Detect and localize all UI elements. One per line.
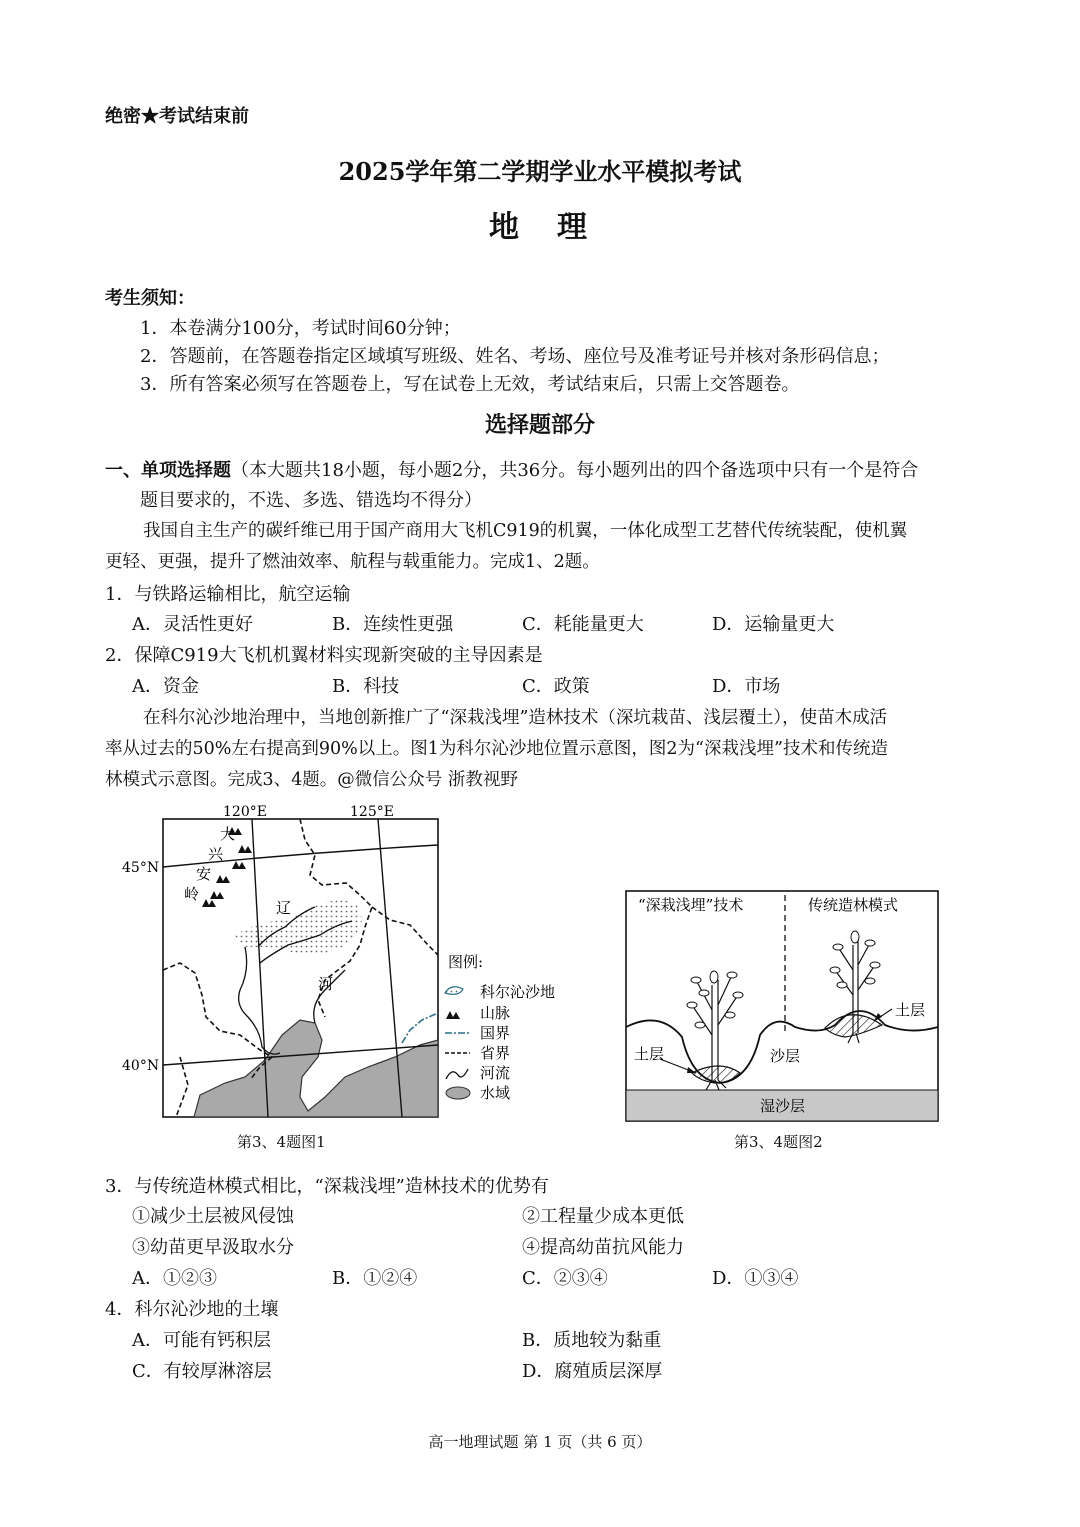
national-boundary: [402, 1013, 438, 1043]
legend-item: 河流: [480, 1064, 511, 1082]
lon-label-120e: 120°E: [223, 804, 267, 820]
option-c[interactable]: C．有较厚淋溶层: [132, 1361, 272, 1382]
confidential-label: 绝密★考试结束前: [105, 106, 249, 127]
question-stem: 1．与铁路运输相比，航空运输: [105, 584, 351, 605]
legend-item: 科尔沁沙地: [480, 983, 556, 1001]
left-title: “深栽浅埋”技术: [638, 896, 744, 914]
option-b[interactable]: B．科技: [332, 676, 400, 697]
material-text: 我国自主生产的碳纤维已用于国产商用大飞机C919的机翼，一体化成型工艺替代传统装配，使机翼: [143, 521, 908, 541]
part-description: （本大题共18小题，每小题2分，共36分。每小题列出的四个备选项中只有一个是符合: [231, 460, 919, 481]
figure1-map: [110, 795, 590, 1125]
soil-label-left: 土层: [634, 1045, 665, 1063]
option-b[interactable]: B．质地较为黏重: [522, 1330, 662, 1351]
river-label: 河: [318, 975, 334, 993]
legend-title: 图例:: [448, 953, 484, 971]
material-text: 率从过去的50%左右提高到90%以上。图1为科尔沁沙地位置示意图，图2为“深栽浅埋”技术和传统造: [105, 739, 888, 759]
figure2-caption: 第3、4题图2: [734, 1133, 823, 1151]
soil-label-right: 土层: [895, 1001, 926, 1019]
lon-label-125e: 125°E: [350, 804, 394, 820]
statement: ③幼苗更早汲取水分: [132, 1237, 294, 1258]
option-a[interactable]: A．灵活性更好: [132, 614, 253, 635]
right-title: 传统造林模式: [808, 896, 899, 914]
material-text: 更轻、更强，提升了燃油效率、航程与载重能力。完成1、2题。: [105, 552, 600, 572]
option-c[interactable]: C．耗能量更大: [522, 614, 644, 635]
material-text: 在科尔沁沙地治理中，当地创新推广了“深栽浅埋”造林技术（深坑栽苗、浅层覆土），使苗木成活: [143, 708, 888, 728]
part-heading: [105, 460, 918, 482]
legend-item: 山脉: [480, 1004, 511, 1022]
legend-item: 省界: [480, 1044, 511, 1062]
option-b[interactable]: B．连续性更强: [332, 614, 454, 635]
option-d[interactable]: D．运输量更大: [712, 614, 835, 635]
river-label: 辽: [276, 899, 292, 917]
notice-heading: 考生须知：: [105, 288, 195, 309]
horqin-sandy-land: [234, 899, 362, 955]
lat-label-45n: 45°N: [122, 860, 160, 876]
notice-item: 2．答题前，在答题卷指定区域填写班级、姓名、考场、座位号及准考证号并核对条形码信息；: [140, 346, 890, 367]
parallel-45n: [163, 845, 438, 867]
question-stem: 2．保障C919大飞机机翼材料实现新突破的主导因素是: [105, 645, 543, 666]
option-a[interactable]: A．可能有钙积层: [132, 1330, 271, 1351]
question-stem: 3．与传统造林模式相比，“深栽浅埋”造林技术的优势有: [105, 1176, 549, 1197]
option-c[interactable]: C．②③④: [522, 1268, 608, 1289]
statement: ④提高幼苗抗风能力: [522, 1237, 684, 1258]
legend: [445, 983, 555, 1102]
figure1-caption: 第3、4题图1: [237, 1133, 326, 1151]
page-footer: 高一地理试题 第 1 页（共 6 页）: [428, 1433, 652, 1451]
option-c[interactable]: C．政策: [522, 676, 590, 697]
option-d[interactable]: D．①③④: [712, 1268, 799, 1289]
question-stem: 4．科尔沁沙地的土壤: [105, 1299, 279, 1320]
mountain-label: 岭: [184, 885, 200, 903]
option-d[interactable]: D．腐殖质层深厚: [522, 1361, 663, 1382]
mountain-label: 大: [220, 825, 236, 843]
part-label: 一、单项选择题: [105, 460, 231, 481]
option-a[interactable]: A．①②③: [132, 1268, 217, 1289]
lat-label-40n: 40°N: [122, 1058, 160, 1074]
legend-item: 国界: [480, 1024, 511, 1042]
wet-sand-label: 湿沙层: [760, 1097, 806, 1115]
notice-item: 1．本卷满分100分，考试时间60分钟；: [140, 318, 461, 339]
mountain-label: 兴: [208, 845, 224, 863]
statement: ②工程量少成本更低: [522, 1206, 684, 1227]
mountain-label: 安: [196, 865, 212, 883]
material-text: 林模式示意图。完成3、4题。@微信公众号 浙教视野: [105, 770, 518, 790]
legend-item: 水域: [480, 1084, 511, 1102]
sand-label: 沙层: [770, 1047, 801, 1065]
statement: ①减少土层被风侵蚀: [132, 1206, 294, 1227]
figure2-diagram: [620, 885, 945, 1130]
part-description-2: 题目要求的，不选、多选、错选均不得分）: [140, 490, 482, 511]
exam-title: 2025学年第二学期学业水平模拟考试: [338, 157, 742, 186]
section-title: 选择题部分: [484, 412, 595, 438]
notice-item: 3．所有答案必须写在答题卷上，写在试卷上无效，考试结束后，只需上交答题卷。: [140, 374, 800, 395]
option-a[interactable]: A．资金: [132, 676, 199, 697]
subject-title: 地 理: [489, 210, 591, 245]
option-d[interactable]: D．市场: [712, 676, 781, 697]
option-b[interactable]: B．①②④: [332, 1268, 418, 1289]
